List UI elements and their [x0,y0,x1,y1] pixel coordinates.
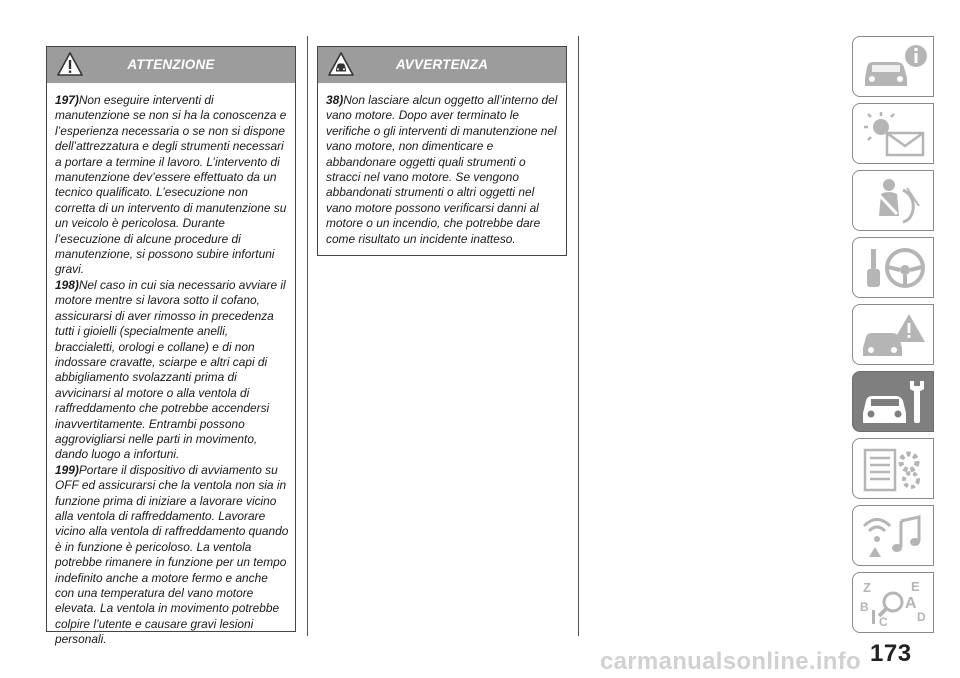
warning-item-number: 198) [55,277,79,292]
tab-multimedia[interactable] [852,505,934,566]
caution-item [326,93,560,247]
car-crash-warning-icon [859,310,929,360]
tab-safety[interactable] [852,170,934,231]
caution-box-header [318,47,566,83]
caution-box-title: AVVERTENZA [395,57,489,72]
warning-item [55,278,289,463]
multimedia-music-icon [859,511,929,561]
index-letter: C [879,615,888,628]
index-letter: D [917,610,926,624]
car-info-icon [859,42,929,92]
tab-maintenance[interactable] [852,371,934,432]
tab-index[interactable] [852,572,934,633]
warning-item [55,463,289,648]
index-letter: E [911,579,920,594]
key-steering-wheel-icon [859,243,929,293]
warning-item-text: Nel caso in cui sia necessario avviare il motore mentre si lavora sotto il cofano, assicurarsi di aver rimosso in precedenza tutti i gioielli (specialmente anelli, braccialetti, orologi e collane) e di non indossare cravatte, sciarpe e altri capi di abbigliamento svolazzanti prima di avvicinarsi al motore o alla ventola di raffreddamento che potrebbe accendersi inavvertitamente. Entrambi possono aggrovigliarsi nelle parti in movimento, dando luogo a infortuni. [55,277,286,462]
column-divider [578,36,579,636]
warning-item-text: Non eseguire interventi di manutenzione se non si ha la conoscenza e l’esperienza necessaria o se non si dispone dell’attrezzatura e degli strumenti necessari a portare a termine il lavoro. L’intervento di manutenzione dev’essere effettuato da un tecnico qualificato. L’esecuzione non corretta di un intervento di manutenzione su un veicolo è pericolosa. Durante l’esecuzione di alcune procedure di manutenzione, si possono subire infortuni gravi. [55,93,287,277]
column-divider [307,36,308,636]
caution-box [317,46,567,256]
index-letter: A [905,595,917,612]
warning-item-number: 199) [55,462,79,477]
warning-box-body [47,83,295,656]
warning-item-text: Portare il dispositivo di avviamento su OFF ed assicurarsi che la ventola non sia in funzione prima di iniziare a lavorare vicino alla ventola di raffreddamento. Lavorare vicino alla ventola di raffreddamento quando è in funzione è pericoloso. La ventola potrebbe rimanere in funzione per un tempo indefinito anche a motore fermo e anche con una temperatura del vano motore elevata. La ventola in movimento potrebbe colpire l’utente e causare gravi lesioni personali. [55,462,289,647]
caution-box-body [318,83,566,255]
tab-technical-data[interactable] [852,438,934,499]
warning-box-title: ATTENZIONE [127,57,215,72]
car-wrench-icon [859,377,929,427]
warning-box [46,46,296,647]
warning-lights-envelope-icon [859,109,929,159]
tab-car-info[interactable] [852,36,934,97]
watermark: carmanualsonline.info [600,648,862,675]
warning-item-number: 197) [55,93,79,107]
specs-gears-icon [859,444,929,494]
tab-emergency[interactable] [852,304,934,365]
index-letter: Z [863,580,871,595]
index-letter: B [860,600,869,614]
tab-starting-driving[interactable] [852,237,934,298]
caution-item-text: Non lasciare alcun oggetto all’interno del vano motore. Dopo aver terminato le verifiche o gli interventi di manutenzione nel vano motore, non dimenticare e abbandonare oggetti quali strumenti o stracci nel vano motore. Se vengono abbandonati strumenti o altri oggetti nel vano motore possono verificarsi danni al motore o un incendio, che potrebbe dare come risultato un incidente inatteso. [326,93,558,246]
seatbelt-airbag-icon [859,176,929,226]
caution-item-number: 38) [326,93,344,107]
warning-item [55,93,289,278]
page-number: 173 [870,640,912,667]
tab-warning-lights[interactable] [852,103,934,164]
warning-box-header [47,47,295,83]
index-alphabet-icon [859,578,929,628]
